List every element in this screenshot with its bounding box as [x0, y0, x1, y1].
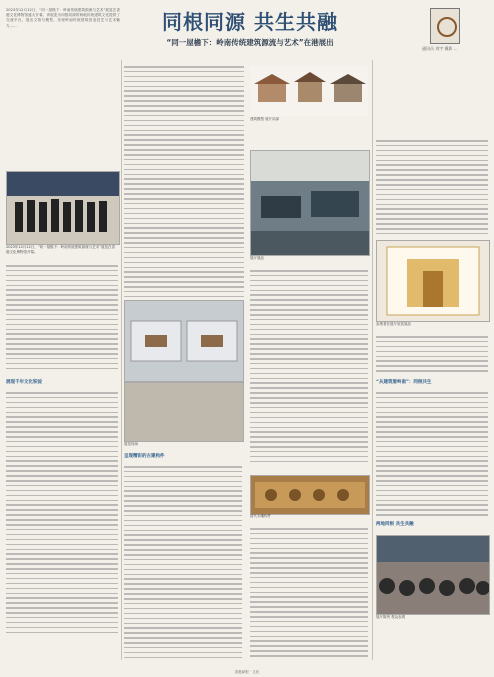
caption-6: 参观者在展厅欣赏展品: [376, 322, 411, 326]
audience-photo: [376, 535, 490, 615]
byline: 通讯员 刘宇 摄影 ...: [422, 46, 458, 51]
body-text-mid-lower: [124, 466, 242, 662]
exhibit-photo-2: [124, 382, 244, 442]
caption-5: 清代木雕构件: [250, 514, 271, 518]
page-title: 同根同源 共生共融: [162, 10, 338, 34]
body-text-left-upper: [6, 265, 118, 373]
display-case-photo: [124, 300, 244, 382]
gallery-photo: [250, 150, 370, 256]
page-footer: 香港商报 · 文化: [234, 670, 260, 674]
section-head-1: 展现千年文化积淀: [6, 380, 42, 385]
group-photo-drawing: [7, 172, 119, 244]
caption-3: 展厅展品: [250, 256, 264, 260]
caption-2: 建筑模型 展厅局部: [250, 117, 280, 121]
section-head-4: 两地同根 共生共融: [376, 522, 414, 527]
group-photo: [6, 171, 120, 245]
body-text-mid-right: [250, 270, 368, 466]
body-text-right-mid: [376, 336, 488, 375]
caption-1: 2023年12月12日，“同一屋檐下：岭南传统建筑源流与艺术”展览在香港文化博物馆开幕。: [6, 245, 115, 254]
masthead: [120, 6, 380, 48]
section-head-2: 呈现精彩的古建构件: [124, 454, 165, 459]
body-text-left: [6, 392, 118, 637]
carving-photo: [250, 475, 370, 515]
shrine-drawing: [377, 241, 489, 321]
caption-7: 展厅陈列 观众参观: [376, 615, 406, 619]
model-photos: [250, 66, 368, 116]
caption-4: 展览现场: [124, 442, 138, 446]
exhibition-logo: [430, 8, 460, 44]
page-subtitle: “同一屋檐下：岭南传统建筑源流与艺术”在港展出: [166, 38, 334, 47]
audience-drawing: [377, 536, 489, 614]
body-text-mid-right-lower: [250, 528, 368, 660]
building-models-drawing: [250, 66, 368, 116]
shrine-photo: [376, 240, 490, 322]
body-text-right-lower: [376, 392, 488, 519]
gallery-drawing: [251, 151, 369, 255]
display-case-drawing: [125, 301, 243, 381]
body-text-right: [376, 140, 488, 238]
carving-drawing: [251, 476, 369, 514]
section-head-3: “从建筑看岭南”：同根共生: [376, 380, 432, 385]
lead-paragraph: 2023年12月12日，“同一屋檐下：岭南传统建筑源流与艺术”展览在香港文化博物馆盛大开幕，该展览为同根同源的两地传统建筑文化提供了交流平台，展出文物与模型，呈现岭南传统建筑营造技艺与艺术魅力……: [6, 8, 120, 28]
